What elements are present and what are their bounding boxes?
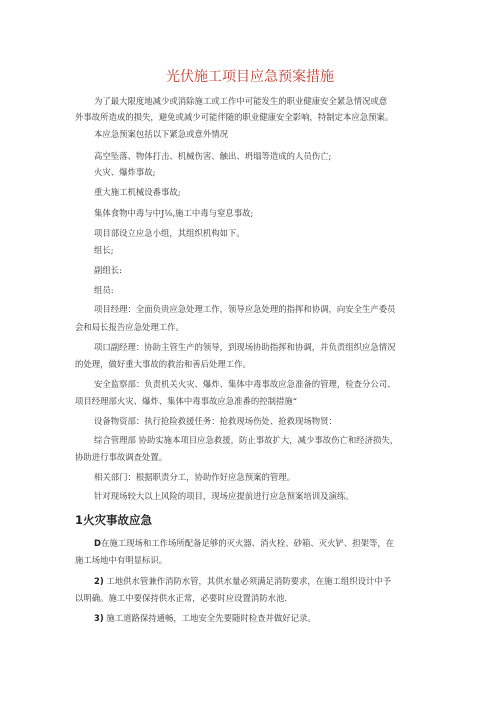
intro-line: 外事故所造成的损失，避免或减少可能伴随的职业健康安全影响，特制定本应急预案。 (75, 112, 394, 122)
role-line: 协助进行事故调查处置。 (75, 452, 168, 462)
intro-line: 重大施工机械设番事故; (94, 187, 181, 197)
document-title: 光伏施工项目应急预案措施 (166, 69, 334, 85)
intro-line: 组员: (94, 285, 114, 295)
intro-line: 集体食物中毒与中J⅛,施工中毒与窒息事故; (94, 208, 254, 218)
item-text: 在施工现场和工作场所配备足够的灭火器、消火栓、砂箱、灭火铲、担架等，在 (100, 538, 395, 548)
item-number: 3) (94, 613, 104, 623)
intro-line: 高空坠落、物体打击、机械伤害、触出、坍塌等造成的人员伤亡; (94, 151, 332, 161)
item-text: 工地供水管兼作消防水管，其供水量必须满足消防要求，在施工组织设计中予 (103, 576, 392, 586)
list-item (94, 612, 316, 624)
list-item (75, 554, 167, 566)
intro-line: 为了最大限度地减少或消除施工或工作中可能发生的职业健康安全紧急情况或意 (94, 96, 388, 106)
list-item (75, 592, 287, 604)
role-line: 的处理，做好重大事故的救治和善后处理工作。 (75, 359, 251, 369)
role-line: 会和局长报告应急处理工作。 (75, 322, 184, 332)
list-item (94, 575, 391, 587)
role-line: 安全监察部：负责机关火灾、爆炸、集体中毒事故应急准备的管理，检查分公司、 (94, 379, 396, 389)
item-text: 施工场地中有明显标识。 (75, 555, 168, 565)
role-line: 项口副经理：协助主管生产的领导，到现场协助指挥和协调，并负责组织应急情况 (94, 342, 396, 352)
section-heading: 1火灾事故应急 (75, 513, 153, 527)
item-text: 以明确。施工中要保持供水正常，必要时应设置消防水池. (75, 593, 288, 603)
role-line: 设备物资部：执行抢险救援任务：抢救现场伤处、抢救现场物贤： (94, 416, 337, 426)
role-line: 相关部门：根据职责分工，协助作好应急预案的管理。 (94, 472, 295, 482)
role-line: 综合管理部 协助实施本项目应急救援，防止事故扩大，减少事故伤亡和经济损失， (94, 435, 399, 445)
item-text: 施工道路保持通畅，工地安全先要随时检查并做好记录。 (103, 613, 316, 623)
role-line: 针对现场较大以上风险的项目，现场应提前进行应急预案培训及演练。 (94, 491, 354, 501)
intro-line: 本应急预案包括以下紧急或意外情况 (94, 129, 228, 139)
item-number: D (94, 538, 101, 548)
intro-line: 火灾、爆炸事故; (94, 167, 156, 177)
intro-line: 组长; (94, 245, 114, 255)
role-line: 项目经理部火灾、爆炸、集体中毒事故应急准番的控制措施“ (75, 396, 298, 406)
intro-line: 副组长: (94, 265, 122, 275)
list-item (94, 537, 394, 549)
item-number: 2) (94, 576, 104, 586)
role-line: 项目经理：全面负贵应急处理工作，领导应急处理的指挥和协调，向安全生产委员 (94, 304, 396, 314)
intro-line: 项目部设立应急小组，其组织机构如下。 (94, 228, 245, 238)
